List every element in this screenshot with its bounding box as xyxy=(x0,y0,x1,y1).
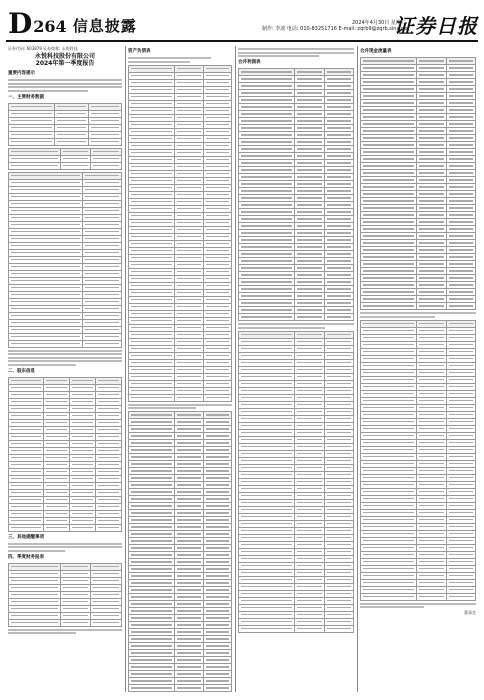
data-table xyxy=(8,148,122,170)
company-name: 永悦科技股份有限公司 xyxy=(34,53,95,60)
header-meta xyxy=(262,20,410,32)
data-table xyxy=(360,320,476,601)
cashflow-table xyxy=(360,57,476,310)
column-divider xyxy=(235,46,236,692)
data-table xyxy=(238,331,354,633)
paragraph xyxy=(8,350,122,366)
paragraph xyxy=(128,404,232,410)
section-heading: 合并现金流量表 xyxy=(360,49,392,54)
section-heading: 四、季度财务报表 xyxy=(8,554,44,560)
section-title: 信息披露 xyxy=(72,17,137,35)
paragraph xyxy=(360,603,476,609)
column-3 xyxy=(238,46,354,692)
paragraph xyxy=(360,312,476,318)
newspaper-logo: 证券日报 xyxy=(394,14,478,38)
page-number: 264 xyxy=(33,17,67,36)
section-letter: D xyxy=(8,7,33,40)
income-table xyxy=(128,411,232,692)
section-heading: 三、其他提醒事项 xyxy=(8,534,44,540)
issue-date: 2024年4月30日 星期二 xyxy=(352,20,406,26)
column-4 xyxy=(360,46,476,692)
data-table xyxy=(8,172,122,348)
section-heading: 一、主要财务数据 xyxy=(8,94,44,100)
column-divider xyxy=(357,46,358,692)
paragraph xyxy=(128,57,232,63)
data-table xyxy=(8,563,122,627)
editor-line: 制作: 李波 电话: 010-83251716 E-mail: zqrb9@zqrb.sina.net xyxy=(262,26,410,32)
section-heading: 重要内容提示 xyxy=(8,71,35,76)
shareholder-table xyxy=(8,377,122,532)
column-1 xyxy=(8,46,122,692)
column-divider xyxy=(125,46,126,692)
column-2 xyxy=(128,46,232,692)
section-heading: 合并利润表 xyxy=(238,60,261,65)
header-rule xyxy=(6,40,478,42)
paragraph xyxy=(238,323,354,329)
section-heading: 资产负债表 xyxy=(128,49,151,54)
section-heading: 二、股东信息 xyxy=(8,368,35,374)
stock-code-line: 证券代码: 603879 证券简称: 永悦科技 xyxy=(8,46,78,51)
report-title: 2024年第一季度报告 xyxy=(35,60,95,67)
paragraph xyxy=(8,543,122,552)
data-table xyxy=(8,103,122,146)
paragraph xyxy=(8,79,122,92)
paragraph xyxy=(8,629,122,635)
board-signature: 董事会 xyxy=(464,610,476,615)
profit-table xyxy=(238,68,354,321)
paragraph xyxy=(238,48,354,57)
balance-sheet-table xyxy=(128,65,232,402)
page-header-left xyxy=(8,4,137,38)
